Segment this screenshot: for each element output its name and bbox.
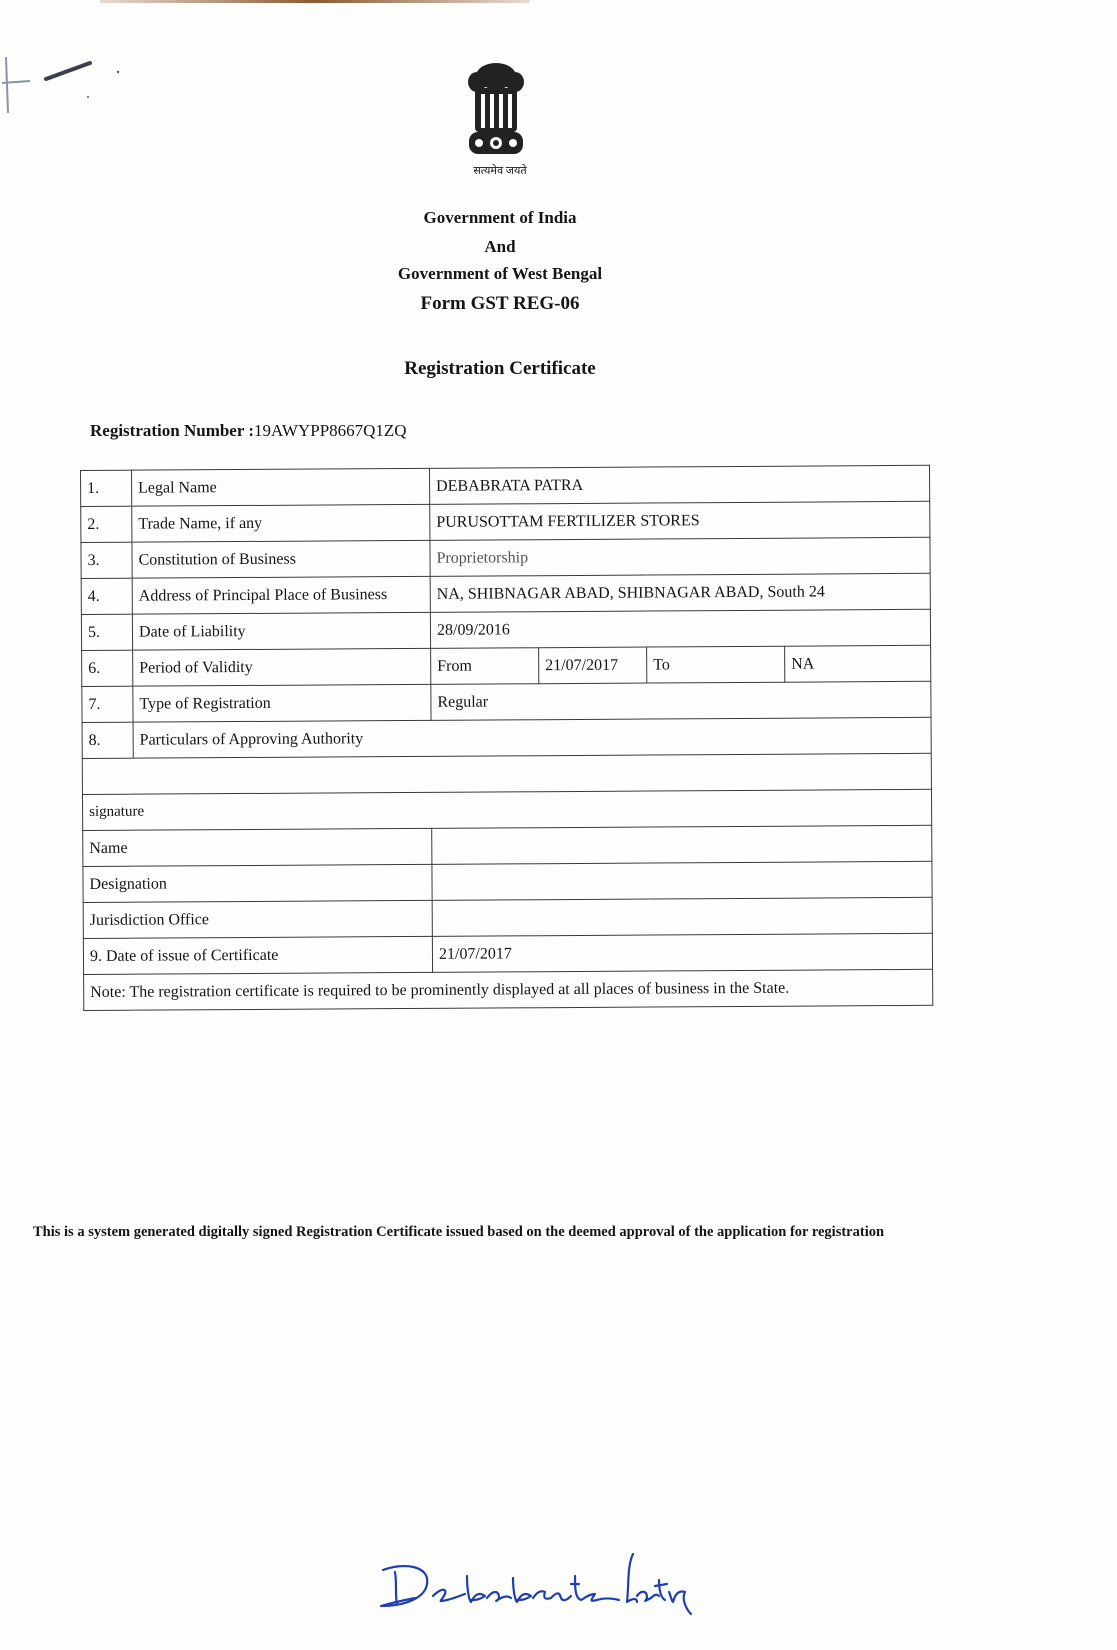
page-edge-stain	[100, 0, 530, 3]
table-row	[81, 609, 930, 650]
table-row	[81, 501, 930, 542]
authority-name-value	[432, 825, 932, 864]
handwritten-signature	[375, 1540, 735, 1620]
issue-date-value: 21/07/2017	[432, 933, 932, 972]
validity-from-value: 21/07/2017	[539, 647, 647, 684]
table-row	[81, 465, 930, 506]
row-label: Date of Liability	[132, 612, 430, 650]
row-number: 7.	[82, 686, 133, 722]
table-row	[83, 861, 932, 902]
row-number: 8.	[82, 722, 133, 758]
row-number: 6.	[82, 650, 133, 686]
trade-name-value: PURUSOTTAM FERTILIZER STORES	[430, 501, 930, 540]
row-label: Constitution of Business	[132, 540, 430, 578]
header-government-state: Government of West Bengal	[397, 264, 603, 283]
table-row	[82, 681, 931, 722]
row-number: 1.	[81, 470, 132, 506]
row-number: 4.	[81, 578, 132, 614]
registration-type-value: Regular	[431, 681, 931, 720]
address-value: NA, SHIBNAGAR ABAD, SHIBNAGAR ABAD, South 24	[430, 573, 930, 612]
row-label: Address of Principal Place of Business	[132, 576, 430, 614]
table-row	[81, 537, 930, 578]
authority-name-label: Name	[83, 828, 432, 866]
registration-number	[90, 421, 407, 441]
table-row	[83, 933, 932, 974]
table-row	[82, 717, 931, 758]
spacer-row	[82, 753, 931, 794]
header-and: And	[484, 237, 516, 256]
note-row	[84, 969, 933, 1010]
signature-row	[82, 789, 931, 830]
pen-scribble-mark	[0, 45, 130, 115]
designation-label: Designation	[83, 864, 432, 902]
jurisdiction-value	[432, 897, 932, 936]
issue-date-label: 9. Date of issue of Certificate	[83, 936, 432, 974]
row-label: Period of Validity	[133, 648, 431, 686]
approving-authority-heading: Particulars of Approving Authority	[133, 717, 931, 758]
form-name: Form GST REG-06	[420, 293, 580, 314]
row-label: Legal Name	[132, 468, 430, 506]
signature-label: signature	[82, 789, 931, 830]
designation-value	[432, 861, 932, 900]
certificate-table	[80, 465, 933, 1011]
display-note: Note: The registration certificate is required to be prominently displayed at all places of business in the State.	[84, 969, 933, 1010]
table-row	[83, 825, 932, 866]
constitution-value: Proprietorship	[430, 537, 930, 576]
validity-to-value: NA	[785, 645, 931, 682]
table-row	[82, 645, 931, 686]
header-government-india: Government of India	[423, 208, 577, 227]
row-number: 3.	[81, 542, 132, 578]
validity-to-label: To	[647, 646, 785, 683]
registration-number-value: 19AWYPP8667Q1ZQ	[254, 421, 407, 440]
registration-number-label: Registration Number :	[90, 421, 254, 440]
legal-name-value: DEBABRATA PATRA	[429, 465, 929, 504]
document-title: Registration Certificate	[404, 358, 596, 379]
system-generated-notice: This is a system generated digitally signed Registration Certificate issued based on the deemed approval of the application for registration	[33, 1224, 885, 1240]
row-number: 5.	[81, 614, 132, 650]
validity-from-label: From	[431, 648, 539, 685]
jurisdiction-label: Jurisdiction Office	[83, 900, 432, 938]
liability-date-value: 28/09/2016	[430, 609, 930, 648]
emblem-motto: सत्यमेव जयते	[473, 165, 527, 177]
table-row	[83, 897, 932, 938]
row-label: Type of Registration	[133, 684, 431, 722]
national-emblem-icon	[463, 60, 529, 160]
row-label: Trade Name, if any	[132, 504, 430, 542]
table-row	[81, 573, 930, 614]
row-number: 2.	[81, 506, 132, 542]
